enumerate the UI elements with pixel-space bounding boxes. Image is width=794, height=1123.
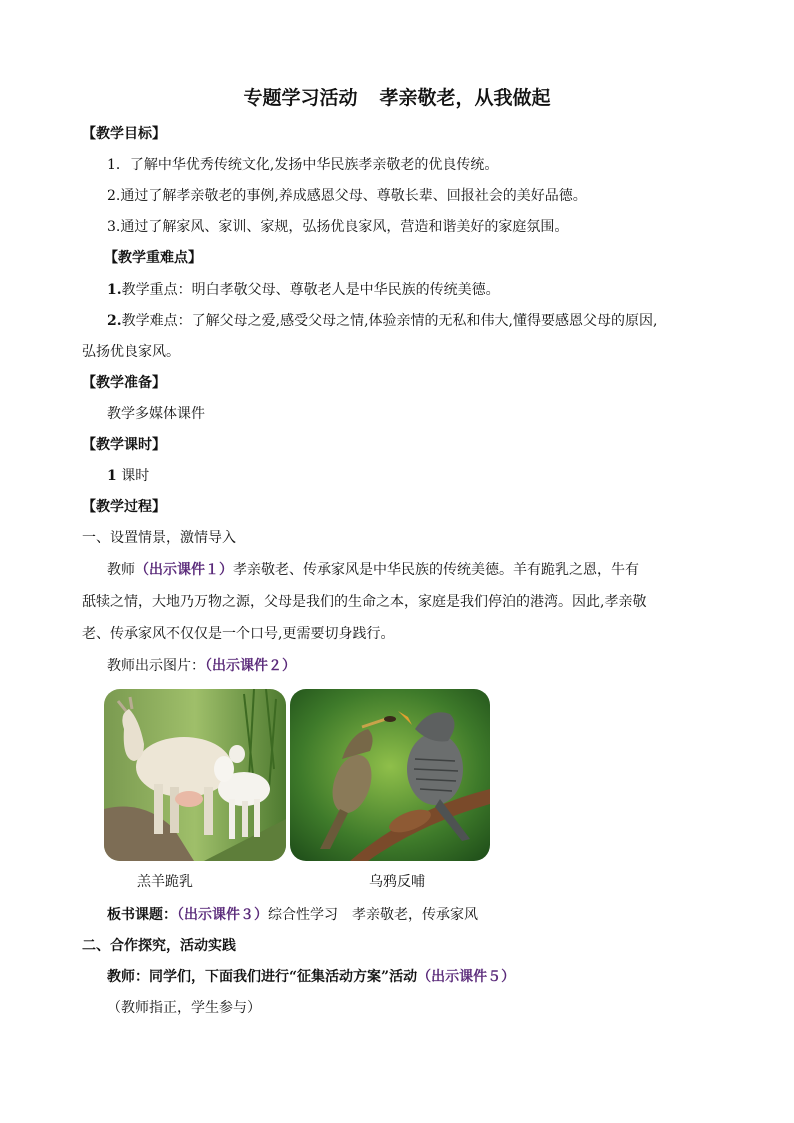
courseware-2-ref: （出示课件２） [205,658,296,674]
intro-paragraph-line3: 老、传承家风不仅仅是一个口号,更需要切身践行。 [82,626,395,642]
intro-paragraph-line2: 舐犊之情，大地乃万物之源，父母是我们的生命之本，家庭是我们停泊的港湾。因此,孝亲敬 [82,594,647,610]
preparation-heading: 【教学准备】 [82,375,166,391]
courseware-3-ref: （出示课件３） [177,907,268,923]
key-point-line [107,280,500,300]
board-title-line [107,905,478,925]
goal-item-3: 3.通过了解家风、家训、家规，弘扬优良家风，营造和谐美好的家庭氛围。 [107,219,569,235]
board-text: 综合性学习 孝亲敬老，传承家风 [268,907,478,923]
goals-heading: 【教学目标】 [82,126,166,142]
caption-crow: 乌鸦反哺 [369,874,425,890]
picture-intro-line [107,656,296,676]
caption-lamb: 羔羊跪乳 [137,874,193,890]
key-point-text: 教学重点：明白孝敬父母、尊敬老人是中华民族的传统美德。 [121,282,500,298]
title-part2: 孝亲敬老，从我做起 [379,87,551,109]
difficulty-label: 2. [107,313,122,329]
process-heading: 【教学过程】 [82,499,166,515]
goal-item-1: 1．了解中华优秀传统文化,发扬中华民族孝亲敬老的优良传统。 [107,157,499,173]
section-2-heading: 二、合作探究，活动实践 [82,938,236,954]
preparation-text: 教学多媒体课件 [107,406,205,422]
teacher-guidance-line: （教师指正，学生参与） [107,1000,261,1016]
page-title [0,86,794,110]
courseware-5-ref: （出示课件５） [417,969,516,985]
difficulty-line [107,311,657,331]
intro-paragraph-line1 [107,560,639,580]
hours-unit: 课时 [121,468,150,484]
difficulty-text-line1: 教学难点：了解父母之爱,感受父母之情,体验亲情的无私和伟大,懂得要感恩父母的原因, [121,313,658,329]
key-points-heading: 【教学重难点】 [104,250,202,266]
picture-intro-text: 教师出示图片： [107,658,205,674]
intro-teacher: 教师 [107,562,135,578]
hours-heading: 【教学课时】 [82,437,166,453]
section-1-heading: 一、设置情景，激情导入 [82,530,236,546]
activity-line [107,967,515,987]
goat-photo [104,689,286,861]
hours-text [107,466,149,486]
crow-photo [290,689,490,861]
title-part1: 专题学习活动 [243,87,358,109]
difficulty-text-line2: 弘扬优良家风。 [82,344,180,360]
intro-text: 孝亲敬老、传承家风是中华民族的传统美德。羊有跪乳之恩，牛有 [233,562,639,578]
activity-text: 教师：同学们，下面我们进行“征集活动方案”活动 [107,969,418,985]
board-label: 板书课题： [107,907,177,923]
goal-item-2: 2.通过了解孝亲敬老的事例,养成感恩父母、尊敬长辈、回报社会的美好品德。 [107,188,587,204]
key-point-label: 1. [107,282,122,298]
photo-strip [104,689,494,863]
courseware-1-ref: （出示课件１） [135,562,233,578]
hours-number: 1 [107,468,117,484]
